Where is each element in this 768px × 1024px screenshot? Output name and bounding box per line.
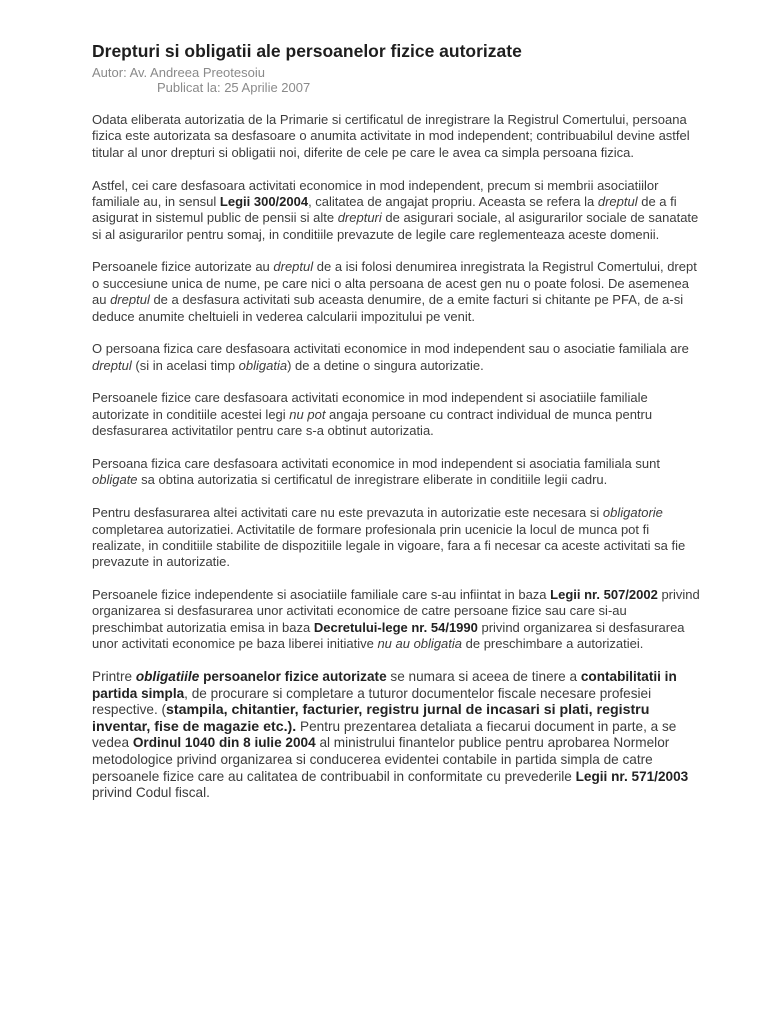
article-title: Drepturi si obligatii ale persoanelor fizice autorizate — [92, 41, 522, 61]
paragraph-1: Odata eliberata autorizatia de la Primarie si certificatul de inregistrare la Registrul Comertului, persoana fizica este autorizata sa desfasoare o anumita activitate in mod independent; contribuabilul devine astfel titular al unor drepturi si obligatii noi, diferite de cele pe care le avea ca simpla persoana fizica. — [92, 112, 690, 160]
author-line: Autor: Av. Andreea Preotesoiu — [92, 65, 265, 80]
law-reference: Decretului-lege nr. 54/1990 — [313, 619, 478, 635]
paragraph-3: Persoanele fizice autorizate au dreptul de a isi folosi denumirea inregistrata la Registrul Comertului, drept o succesiune unica de nume, pe care nici o alta persoana de acest gen nu o poate folosi. De asemenea au dreptul de a desfasura activitati sub aceasta denumire, de a emite facturi si chitante pe PFA, de a-si deduce anumite cheltuieli in vederea calcularii impozitului pe venit. — [92, 259, 697, 324]
paragraph-2: Astfel, cei care desfasoara activitati economice in mod independent, precum si membrii asociatiilor familiale au, in sensul Legii 300/2004, calitatea de angajat propriu. Aceasta se refera la dreptul de a fi asigurat in sistemul public de pensii si alte drepturi de asigurari sociale, al asigurarilor sociale de sanatate si al asigurarilor pentru somaj, in conditiile prevazute de legile care reglementeaza aceste domenii. — [92, 177, 699, 242]
paragraph-6: Persoana fizica care desfasoara activitati economice in mod independent si asociatia familiala sunt obligate sa obtina autorizatia si certificatul de inregistrare eliberate in conditiile legii cadru. — [92, 455, 660, 488]
article-body — [92, 112, 700, 818]
paragraph-9: Printre obligatiile persoanelor fizice autorizate se numara si aceea de tinere a contabilitatii in partida simpla, de procurare si completare a tuturor documentelor fiscale necesare profesiei respective. (stampila, chitantier, facturier, registru jurnal de incasari si plati, registru inventar, fise de magazie etc.). Pentru prezentarea detaliata a fiecarui document in parte, a se vedea Ordinul 1040 din 8 iulie 2004 al ministrului finantelor publice pentru aprobarea Normelor metodologice privind organizarea si conducerea evidentei contabile in partida simpla de catre persoanele fizice care au calitatea de contribuabil in conformitate cu prevederile Legii nr. 571/2003 privind Codul fiscal. — [92, 668, 689, 801]
law-reference: Legii nr. 571/2003 — [575, 768, 689, 784]
paragraph-4: O persoana fizica care desfasoara activitati economice in mod independent sau o asociatie familiala are dreptul (si in acelasi timp obligatia) de a detine o singura autorizatie. — [92, 341, 689, 373]
documents-list: stampila, chitantier, facturier, registru jurnal de incasari si plati, registru inventar, fise de magazie etc.). — [92, 702, 650, 735]
paragraph-8: Persoanele fizice independente si asociatiile familiale care s-au infiintat in baza Legii nr. 507/2002 privind organizarea si desfasurarea unor activitati economice de catre persoane fizice sau care si-au preschimbat autorizatia emisa in baza Decretului-lege nr. 54/1990 privind organizarea si desfasurarea unor activitati economice pe baza liberei initiative nu au obligatia de preschimbare a autorizatiei. — [92, 587, 700, 652]
law-reference: Ordinul 1040 din 8 iulie 2004 — [132, 735, 316, 751]
paragraph-5: Persoanele fizice care desfasoara activitati economice in mod independent si asociatiile familiale autorizate in conditiile acestei legi nu pot angaja persoane cu contract individual de munca pentru desfasurarea activitatilor pentru care s-a obtinut autorizatia. — [92, 390, 653, 439]
published-line: Publicat la: 25 Aprilie 2007 — [157, 80, 311, 95]
law-reference: Legii nr. 507/2002 — [550, 587, 658, 603]
law-reference: Legii 300/2004 — [219, 193, 309, 209]
paragraph-7: Pentru desfasurarea altei activitati care nu este prevazuta in autorizatie este necesara si obligatorie completarea autorizatiei. Activitatile de formare profesionala prin ucenicie la locul de munca pot fi realizate, in conditiile stabilite de dispozitiile legale in vigoare, fara a fi necesar ca aceste activitati sa fie prevazute in autorizatie. — [92, 505, 686, 570]
